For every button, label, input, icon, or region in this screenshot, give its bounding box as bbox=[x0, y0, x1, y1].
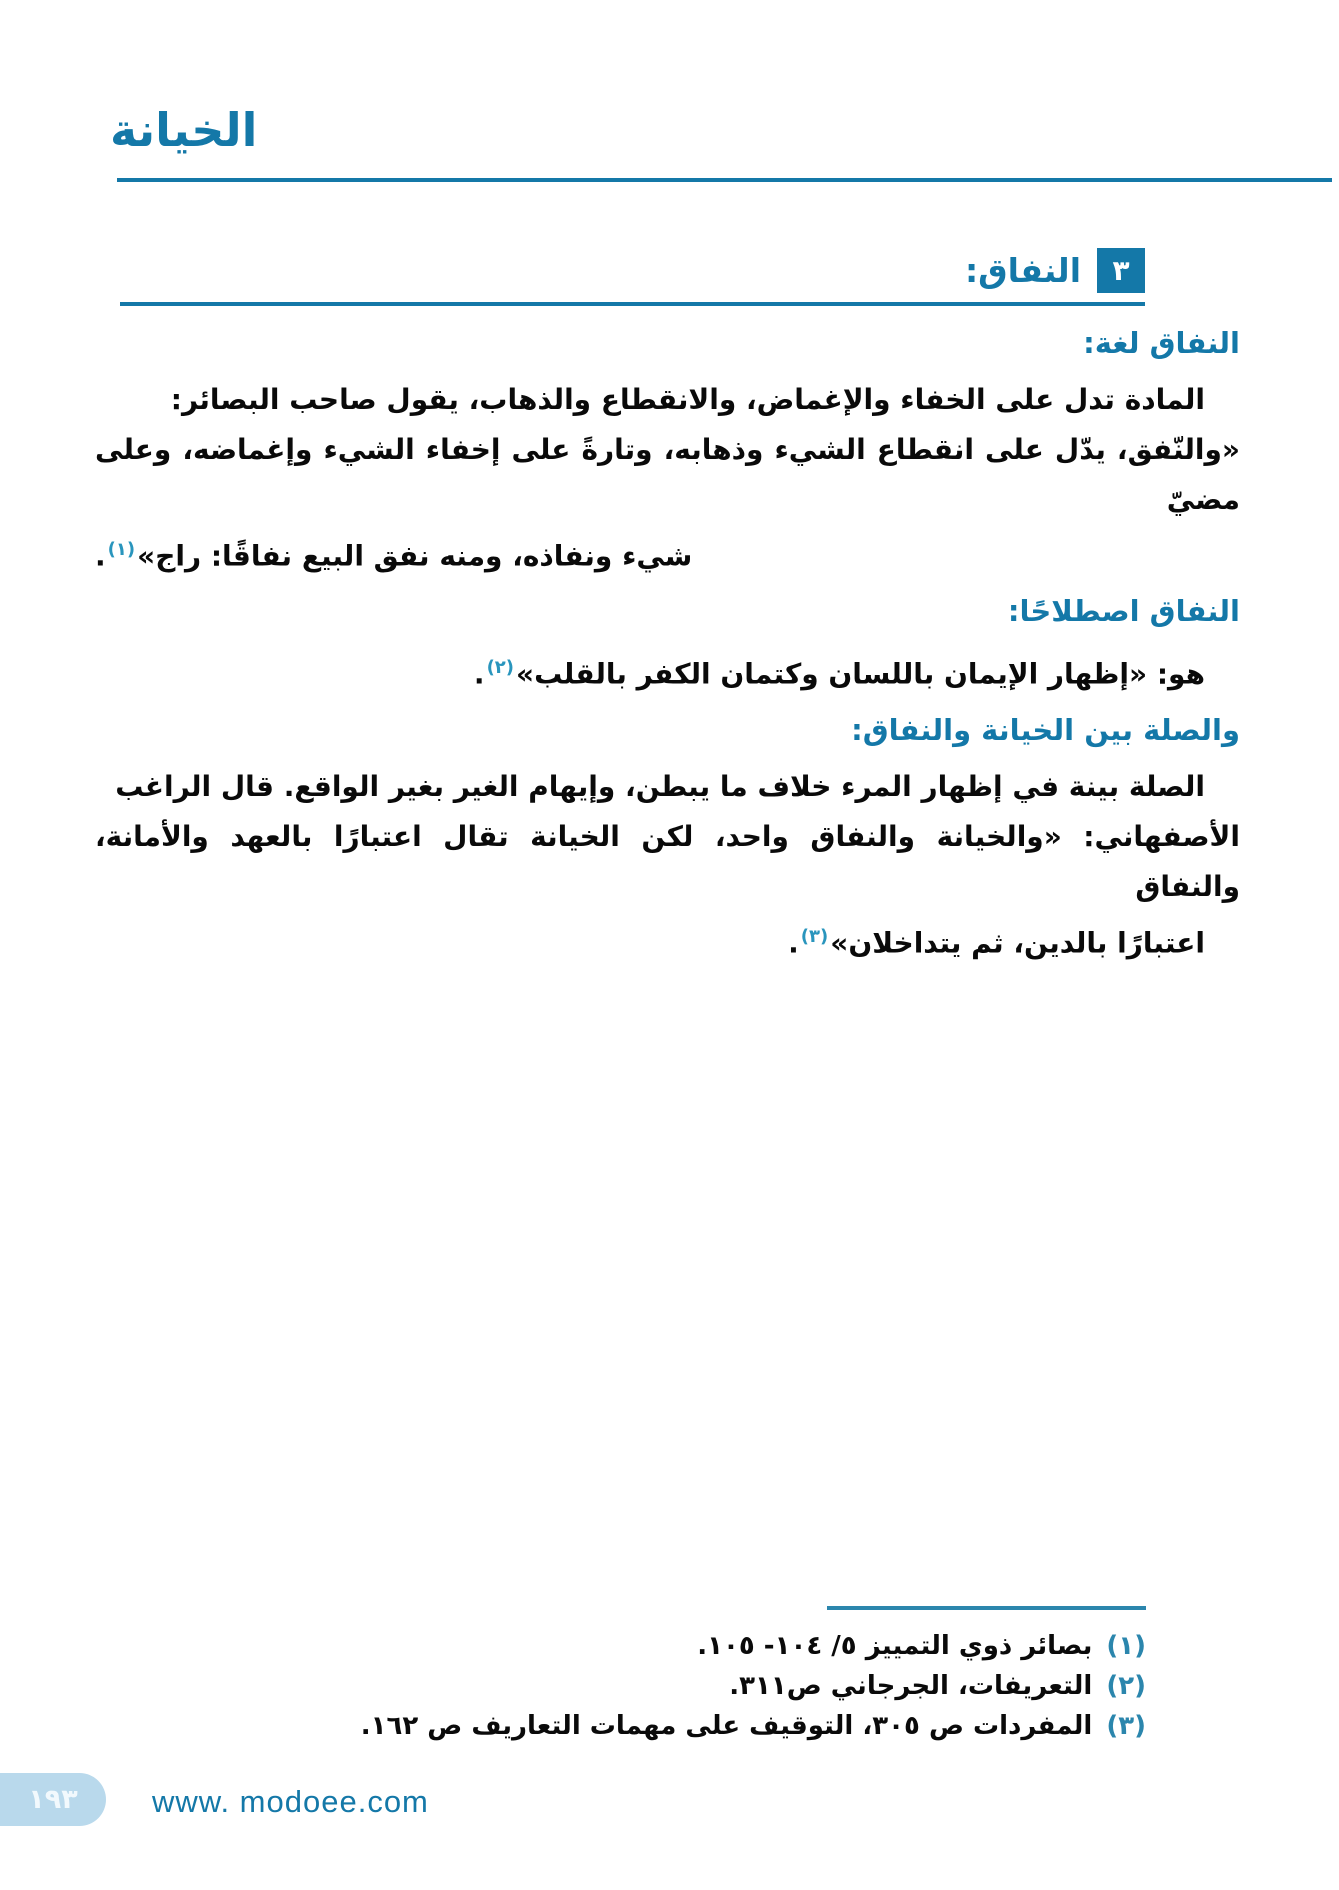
footnote-number: (١) bbox=[1106, 1631, 1146, 1661]
subsection-heading: النفاق لغة: bbox=[1083, 326, 1240, 360]
section-divider bbox=[120, 302, 1145, 306]
website-link[interactable]: www. modoee.com bbox=[152, 1784, 429, 1819]
footnote-number: (٣) bbox=[1106, 1711, 1146, 1741]
footnote-separator bbox=[827, 1606, 1146, 1610]
page-number-tab bbox=[0, 1773, 106, 1826]
footnotes-block bbox=[246, 1606, 1146, 1746]
section-heading bbox=[965, 248, 1145, 293]
footnote-item bbox=[246, 1706, 1146, 1746]
footnote-item bbox=[246, 1666, 1146, 1706]
chapter-title: الخيانة bbox=[110, 103, 258, 157]
footnote-item bbox=[246, 1626, 1146, 1666]
paragraph-line: المادة تدل على الخفاء والإغماض، والانقطاع والذهاب، يقول صاحب البصائر: bbox=[170, 383, 1205, 416]
header-divider bbox=[117, 178, 1332, 182]
sentence-period: . bbox=[473, 657, 485, 691]
paragraph bbox=[95, 643, 1240, 699]
paragraph-line: «والنّفق، يدّل على انقطاع الشيء وذهابه، وتارةً على إخفاء الشيء وإغماضه، وعلى مضيّ bbox=[95, 433, 1240, 516]
page-body bbox=[95, 323, 1240, 978]
page-number: ١٩٣ bbox=[28, 1784, 78, 1815]
subsection-heading: النفاق اصطلاحًا: bbox=[1007, 594, 1240, 629]
sentence-period: . bbox=[788, 925, 799, 959]
footnote-reference: (٣) bbox=[800, 925, 829, 947]
footnote-text: المفردات ص ٣٠٥، التوقيف على مهمات التعاريف ص ١٦٢. bbox=[360, 1711, 1093, 1741]
paragraph-line-text: اعتبارًا بالدين، ثم يتداخلان» bbox=[830, 925, 1205, 959]
paragraph bbox=[95, 375, 1240, 581]
paragraph bbox=[95, 762, 1240, 968]
footnote-reference: (١) bbox=[107, 539, 136, 560]
paragraph-line-text: شيء ونفاذه، ومنه نفق البيع نفاقًا: راج» bbox=[137, 539, 693, 573]
paragraph-line bbox=[95, 525, 1240, 581]
footnote-text: بصائر ذوي التمييز ٥/ ١٠٤- ١٠٥. bbox=[697, 1631, 1093, 1661]
footnote-text: التعريفات، الجرجاني ص٣١١. bbox=[729, 1671, 1093, 1701]
paragraph-line: الأصفهاني: «والخيانة والنفاق واحد، لكن الخيانة تقال اعتبارًا بالعهد والأمانة، والنفاق bbox=[95, 819, 1240, 903]
paragraph-line bbox=[95, 912, 1240, 968]
section-number-badge: ٣ bbox=[1097, 248, 1145, 293]
section-title: النفاق: bbox=[964, 251, 1081, 290]
paragraph-line-text: هو: «إظهار الإيمان باللسان وكتمان الكفر بالقلب» bbox=[516, 657, 1205, 691]
footnote-reference: (٢) bbox=[486, 657, 515, 679]
paragraph-line: الصلة بينة في إظهار المرء خلاف ما يبطن، وإيهام الغير بغير الواقع. قال الراغب bbox=[115, 769, 1205, 803]
subsection-heading: والصلة بين الخيانة والنفاق: bbox=[851, 712, 1240, 747]
sentence-period: . bbox=[95, 539, 106, 573]
paragraph-line bbox=[95, 643, 1240, 699]
footnote-number: (٢) bbox=[1106, 1671, 1146, 1701]
